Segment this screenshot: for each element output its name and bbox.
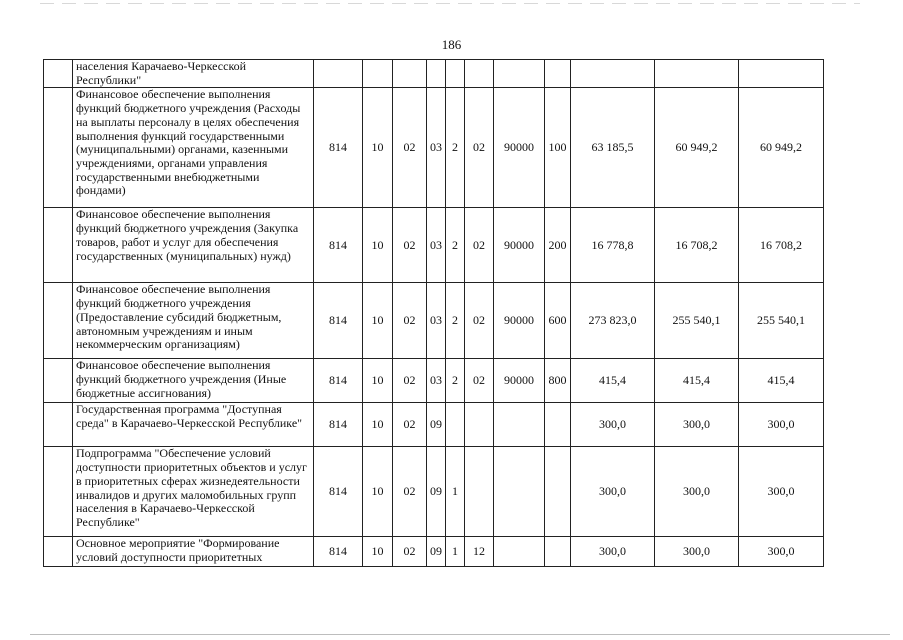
program-code-cell: 03: [427, 88, 446, 208]
subprogram-code-cell: 1: [446, 537, 465, 567]
section-code-cell: 10: [363, 283, 393, 359]
row-number-cell: [44, 60, 73, 88]
subprogram-code-cell: [446, 403, 465, 447]
amount-year-1-cell: 415,4: [571, 359, 655, 403]
event-code-cell: [465, 60, 494, 88]
description-cell: Финансовое обеспечение выполнения функций бюджетного учреждения (Предоставление субсидий бюджетным, автономным учреждениям и иным некоммерческим организациям): [73, 283, 314, 359]
table-row: [44, 60, 824, 88]
event-code-cell: 02: [465, 359, 494, 403]
direction-code-cell: 90000: [494, 88, 545, 208]
section-code-cell: 10: [363, 208, 393, 283]
subsection-code-cell: 02: [393, 208, 427, 283]
table-row: [44, 403, 824, 447]
direction-code-cell: [494, 403, 545, 447]
administrator-code-cell: 814: [314, 359, 363, 403]
table-row: [44, 88, 824, 208]
program-code-cell: [427, 60, 446, 88]
description-cell: населения Карачаево-Черкесской Республики": [73, 60, 314, 88]
direction-code-cell: [494, 60, 545, 88]
subsection-code-cell: 02: [393, 88, 427, 208]
row-number-cell: [44, 208, 73, 283]
direction-code-cell: 90000: [494, 283, 545, 359]
section-code-cell: 10: [363, 88, 393, 208]
subsection-code-cell: 02: [393, 537, 427, 567]
budget-table-body: [44, 60, 824, 567]
administrator-code-cell: [314, 60, 363, 88]
budget-table: [43, 59, 824, 567]
table-row: [44, 359, 824, 403]
row-number-cell: [44, 283, 73, 359]
program-code-cell: 09: [427, 537, 446, 567]
amount-year-3-cell: 300,0: [739, 403, 824, 447]
row-number-cell: [44, 359, 73, 403]
direction-code-cell: [494, 537, 545, 567]
amount-year-3-cell: 16 708,2: [739, 208, 824, 283]
event-code-cell: [465, 447, 494, 537]
expense-type-cell: [545, 447, 571, 537]
amount-year-2-cell: 300,0: [655, 447, 739, 537]
amount-year-1-cell: 300,0: [571, 403, 655, 447]
program-code-cell: 09: [427, 447, 446, 537]
expense-type-cell: [545, 60, 571, 88]
row-number-cell: [44, 403, 73, 447]
event-code-cell: 12: [465, 537, 494, 567]
section-code-cell: 10: [363, 403, 393, 447]
subsection-code-cell: 02: [393, 447, 427, 537]
description-cell: Финансовое обеспечение выполнения функций бюджетного учреждения (Иные бюджетные ассигнования): [73, 359, 314, 403]
scan-bottom-rule: [30, 634, 890, 635]
description-cell: Государственная программа "Доступная среда" в Карачаево-Черкесской Республике": [73, 403, 314, 447]
amount-year-1-cell: 300,0: [571, 447, 655, 537]
event-code-cell: 02: [465, 88, 494, 208]
expense-type-cell: [545, 403, 571, 447]
amount-year-3-cell: 415,4: [739, 359, 824, 403]
description-cell: Финансовое обеспечение выполнения функций бюджетного учреждения (Расходы на выплаты персоналу в целях обеспечения выполнения функций государственными (муниципальными) органами, казенными учреждениями, органами управления государственными внебюджетными фондами): [73, 88, 314, 208]
expense-type-cell: 800: [545, 359, 571, 403]
administrator-code-cell: 814: [314, 283, 363, 359]
subsection-code-cell: 02: [393, 283, 427, 359]
section-code-cell: [363, 60, 393, 88]
amount-year-2-cell: 300,0: [655, 403, 739, 447]
direction-code-cell: 90000: [494, 208, 545, 283]
row-number-cell: [44, 88, 73, 208]
scan-top-rule: [40, 3, 860, 4]
expense-type-cell: 100: [545, 88, 571, 208]
row-number-cell: [44, 537, 73, 567]
subsection-code-cell: [393, 60, 427, 88]
amount-year-1-cell: 300,0: [571, 537, 655, 567]
amount-year-1-cell: 16 778,8: [571, 208, 655, 283]
page-number: 186: [441, 37, 462, 52]
expense-type-cell: 200: [545, 208, 571, 283]
amount-year-2-cell: 415,4: [655, 359, 739, 403]
administrator-code-cell: 814: [314, 537, 363, 567]
section-code-cell: 10: [363, 447, 393, 537]
table-row: [44, 537, 824, 567]
amount-year-2-cell: 16 708,2: [655, 208, 739, 283]
program-code-cell: 03: [427, 359, 446, 403]
direction-code-cell: 90000: [494, 359, 545, 403]
program-code-cell: 03: [427, 283, 446, 359]
expense-type-cell: 600: [545, 283, 571, 359]
amount-year-3-cell: 255 540,1: [739, 283, 824, 359]
row-number-cell: [44, 447, 73, 537]
description-cell: Подпрограмма "Обеспечение условий доступности приоритетных объектов и услуг в приоритетных сферах жизнедеятельности инвалидов и других маломобильных групп населения в Карачаево-Черкесской Республике": [73, 447, 314, 537]
section-code-cell: 10: [363, 359, 393, 403]
amount-year-2-cell: 300,0: [655, 537, 739, 567]
administrator-code-cell: 814: [314, 403, 363, 447]
section-code-cell: 10: [363, 537, 393, 567]
amount-year-1-cell: 63 185,5: [571, 88, 655, 208]
subprogram-code-cell: 2: [446, 208, 465, 283]
program-code-cell: 03: [427, 208, 446, 283]
table-row: [44, 283, 824, 359]
subprogram-code-cell: 2: [446, 88, 465, 208]
subsection-code-cell: 02: [393, 359, 427, 403]
amount-year-2-cell: 60 949,2: [655, 88, 739, 208]
amount-year-1-cell: 273 823,0: [571, 283, 655, 359]
subprogram-code-cell: [446, 60, 465, 88]
amount-year-2-cell: 255 540,1: [655, 283, 739, 359]
table-row: [44, 208, 824, 283]
amount-year-2-cell: [655, 60, 739, 88]
amount-year-1-cell: [571, 60, 655, 88]
amount-year-3-cell: 60 949,2: [739, 88, 824, 208]
event-code-cell: 02: [465, 283, 494, 359]
description-cell: Финансовое обеспечение выполнения функций бюджетного учреждения (Закупка товаров, работ и услуг для обеспечения государственных (муниципальных) нужд): [73, 208, 314, 283]
administrator-code-cell: 814: [314, 208, 363, 283]
event-code-cell: [465, 403, 494, 447]
subprogram-code-cell: 2: [446, 283, 465, 359]
program-code-cell: 09: [427, 403, 446, 447]
expense-type-cell: [545, 537, 571, 567]
description-cell: Основное мероприятие "Формирование условий доступности приоритетных: [73, 537, 314, 567]
administrator-code-cell: 814: [314, 447, 363, 537]
subsection-code-cell: 02: [393, 403, 427, 447]
table-row: [44, 447, 824, 537]
subprogram-code-cell: 1: [446, 447, 465, 537]
amount-year-3-cell: 300,0: [739, 537, 824, 567]
amount-year-3-cell: [739, 60, 824, 88]
subprogram-code-cell: 2: [446, 359, 465, 403]
direction-code-cell: [494, 447, 545, 537]
event-code-cell: 02: [465, 208, 494, 283]
administrator-code-cell: 814: [314, 88, 363, 208]
amount-year-3-cell: 300,0: [739, 447, 824, 537]
